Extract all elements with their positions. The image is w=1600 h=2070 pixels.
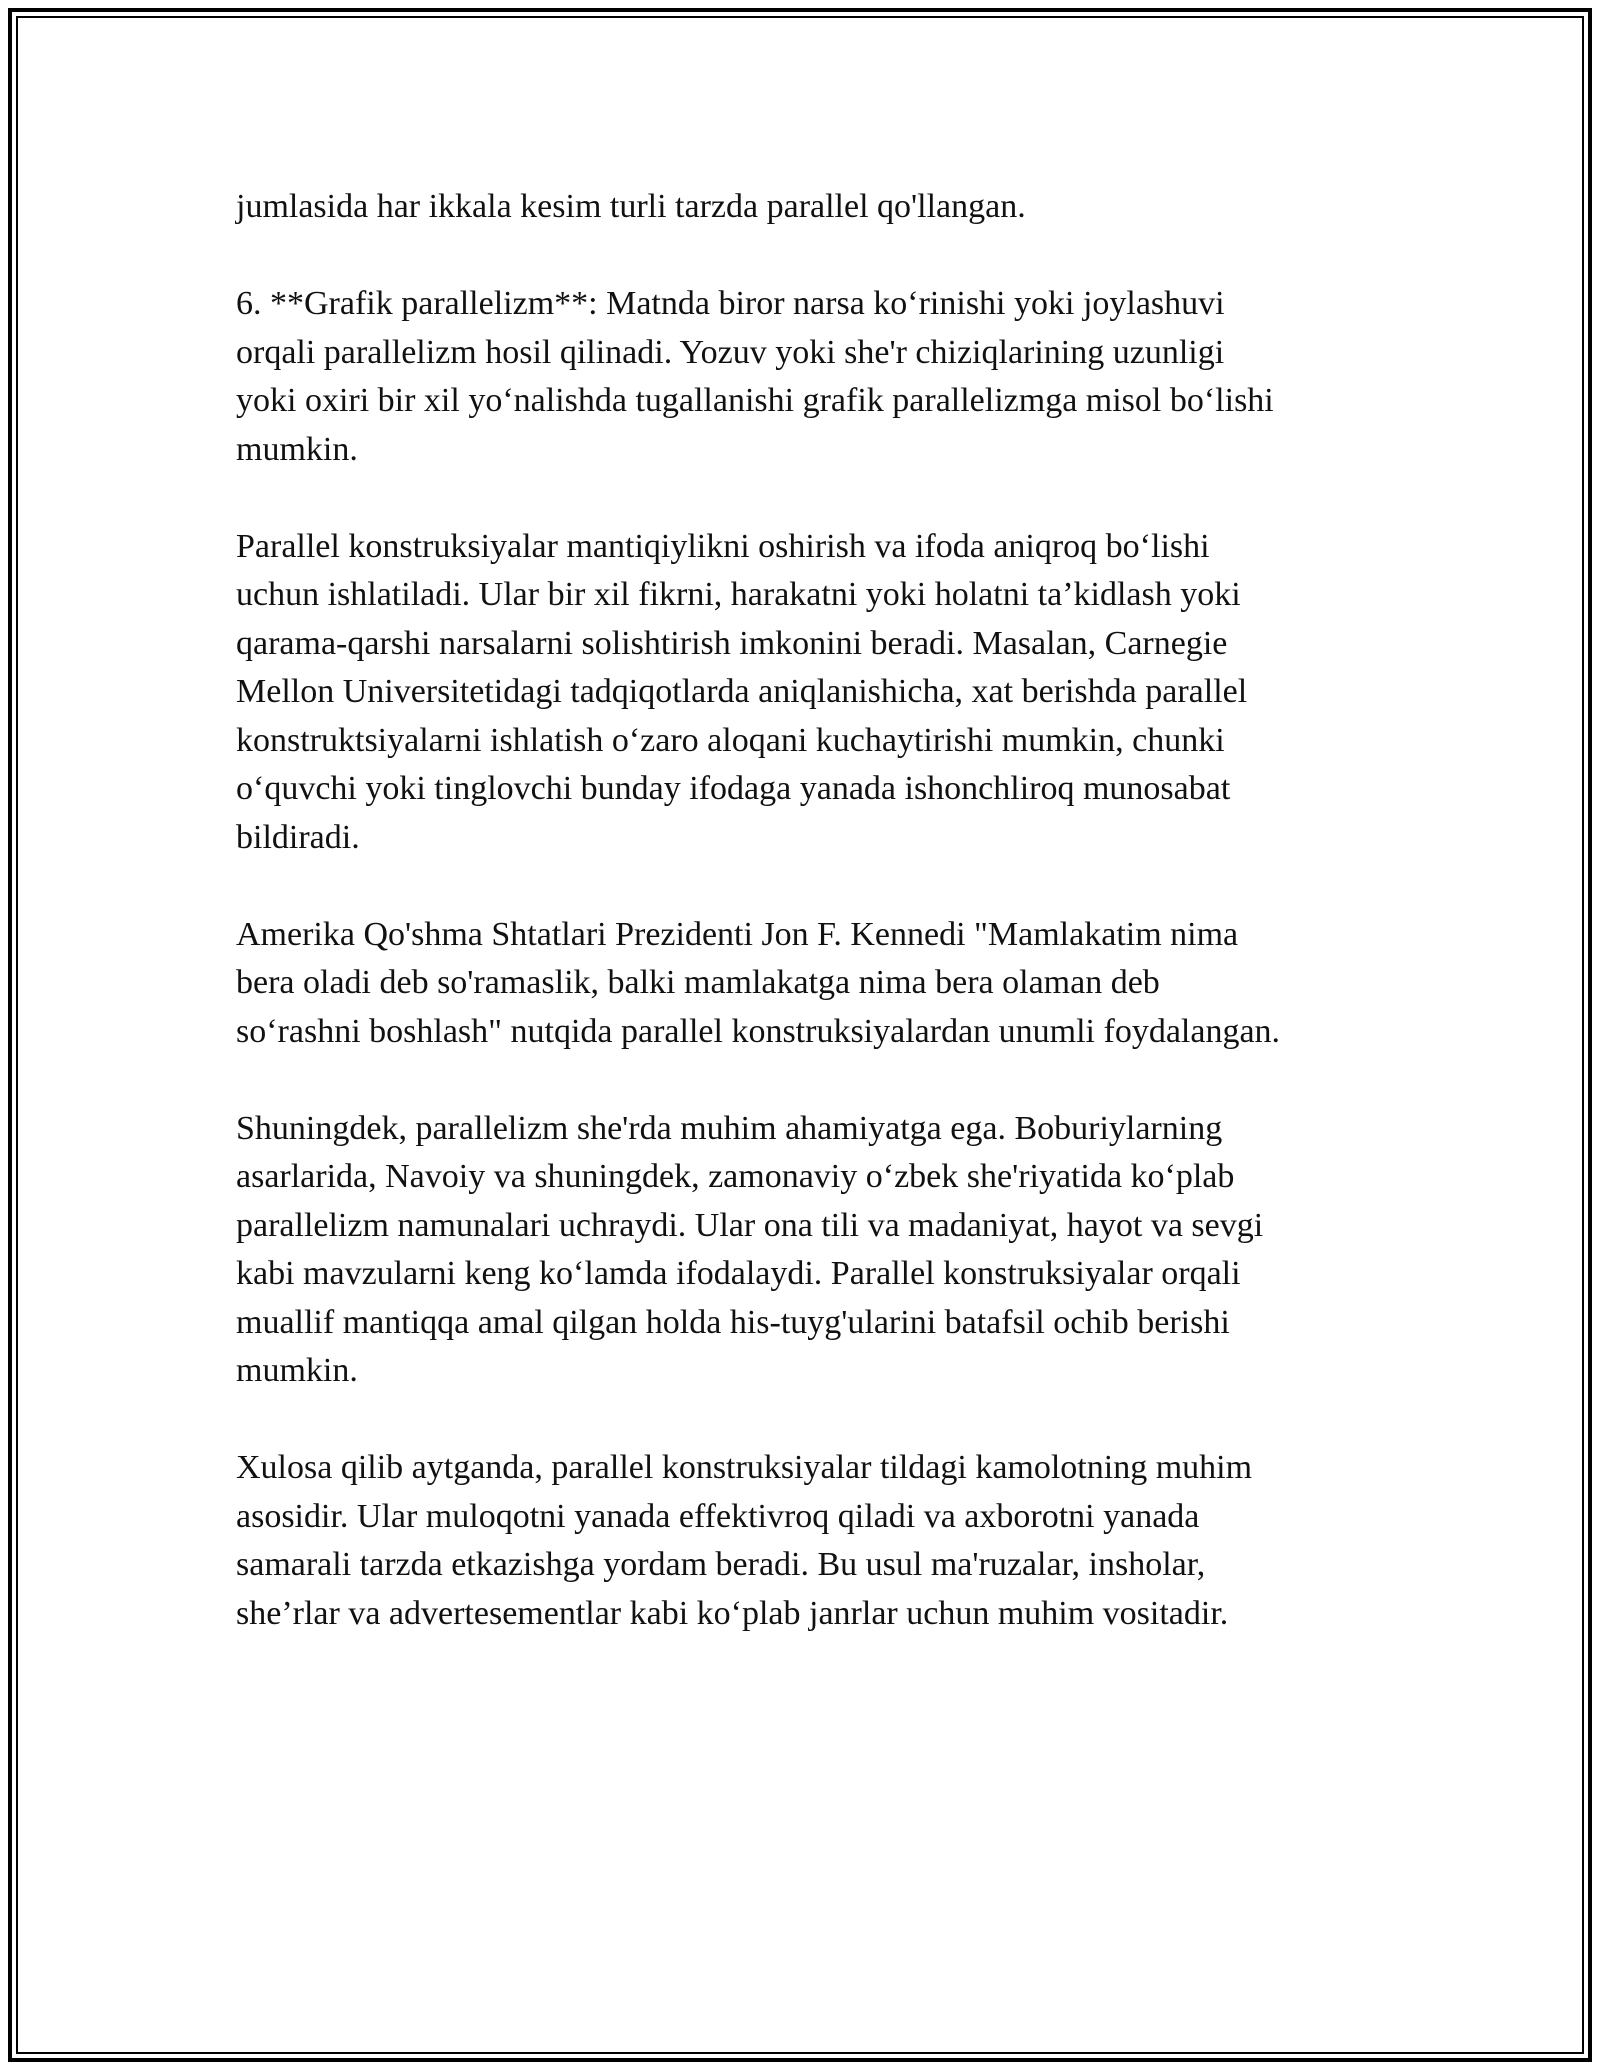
paragraph-kennedi: Amerika Qo'shma Shtatlari Prezidenti Jon F. Kennedi "Mamlakatim nima bera oladi deb so'ramaslik, balki mamlakatga nima bera olaman deb so‘rashni boshlash" nutqida parallel konstruksiyalardan unumli foydalangan. (236, 915, 1281, 1050)
paragraph-continuation: jumlasida har ikkala kesim turli tarzda parallel qo'llangan. (236, 188, 1026, 225)
document-body (236, 183, 1386, 1638)
paragraph-parallel-konstruksiyalar: Parallel konstruksiyalar mantiqiylikni oshirish va ifoda aniqroq bo‘lishi uchun ishlatiladi. Ular bir xil fikrni, harakatni yoki holatni ta’kidlash yoki qarama-qarshi narsalarni solishtirish imkonini beradi. Masalan, Carnegie Mellon Universitetidagi tadqiqotlarda aniqlanishicha, xat berishda parallel konstruktsiyalarni ishlatish o‘zaro aloqani kuchaytirishi mumkin, chunki o‘quvchi yoki tinglovchi bunday ifodaga yanada ishonchliroq munosabat bildiradi. (236, 527, 1248, 856)
paragraph-xulosa: Xulosa qilib aytganda, parallel konstruksiyalar tildagi kamolotning muhim asosidir. Ular muloqotni yanada effektivroq qiladi va axborotni yanada samarali tarzda etkazishga yordam beradi. Bu usul ma'ruzalar, insholar, she’rlar va advertesementlar kabi ko‘plab janrlar uchun muhim vositadir. (236, 1449, 1253, 1632)
paragraph-sherda-parallelizm: Shuningdek, parallelizm she'rda muhim ahamiyatga ega. Boburiylarning asarlarida, Navoiy va shuningdek, zamonaviy o‘zbek she'riyatida ko‘plab parallelizm namunalari uchraydi. Ular ona tili va madaniyat, hayot va sevgi kabi mavzularni keng ko‘lamda ifodalaydi. Parallel konstruksiyalar orqali muallif mantiqqa amal qilgan holda his-tuyg'ularini batafsil ochib berishi mumkin. (236, 1109, 1264, 1389)
paragraph-grafik-parallelizm: 6. **Grafik parallelizm**: Matnda biror narsa ko‘rinishi yoki joylashuvi orqali parallelizm hosil qilinadi. Yozuv yoki she'r chiziqlarining uzunligi yoki oxiri bir xil yo‘nalishda tugallanishi grafik parallelizmga misol bo‘lishi mumkin. (236, 285, 1274, 468)
